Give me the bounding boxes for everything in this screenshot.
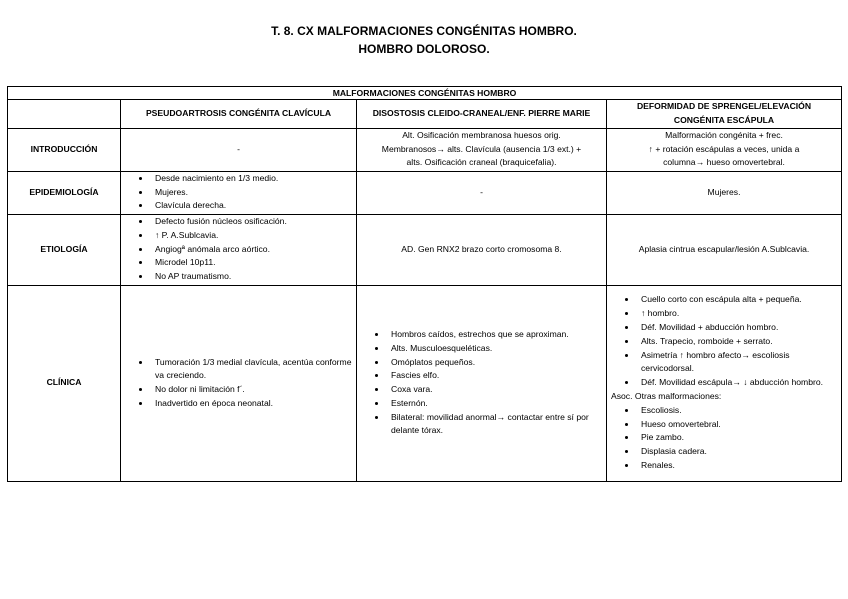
list-item: • No AP traumatismo. <box>151 270 352 284</box>
table-caption: MALFORMACIONES CONGÉNITAS HOMBRO <box>8 87 842 100</box>
list-item: • ↑ hombro. <box>637 307 837 321</box>
cell-intro-sprengel <box>607 128 842 171</box>
list-item: • Hueso omovertebral. <box>637 418 837 432</box>
list-item: • Fascies elfo. <box>387 369 602 383</box>
list-item: • Escoliosis. <box>637 404 837 418</box>
column-header-disostosis: DISOSTOSIS CLEIDO-CRANEAL/ENF. PIERRE MARIE <box>357 100 607 129</box>
list-item: • Pie zambo. <box>637 431 837 445</box>
list-item: • Renales. <box>637 459 837 473</box>
list-item: • Déf. Movilidad escápula→ ↓ abducción hombro. <box>637 376 837 390</box>
text-line: alts. Osificación craneal (braquicefalia). <box>406 157 557 168</box>
list-item: • Tumoración 1/3 medial clavícula, acentúa conforme va creciendo. <box>151 356 352 384</box>
column-header-sprengel: DEFORMIDAD DE SPRENGEL/ELEVACIÓN CONGÉNITA ESCÁPULA <box>607 100 842 129</box>
list-item: • Coxa vara. <box>387 383 602 397</box>
text-line: columna→ hueso omovertebral. <box>663 157 785 168</box>
list-item: • Cuello corto con escápula alta + pequeña. <box>637 293 837 307</box>
text-line: ↑ + rotación escápulas a veces, unida a <box>648 143 800 154</box>
cell-epi-sprengel: Mujeres. <box>607 171 842 214</box>
list-item: • Omóplatos pequeños. <box>387 356 602 370</box>
list-item: • Desde nacimiento en 1/3 medio. <box>151 172 352 186</box>
row-label-introduccion: INTRODUCCIÓN <box>8 128 121 171</box>
list-item: • No dolor ni limitación fˊ. <box>151 383 352 397</box>
list-item: • Bilateral: movilidad anormal→ contactar entre sí por delante tórax. <box>387 411 602 439</box>
bullet-list <box>125 172 352 213</box>
table-row <box>8 128 842 171</box>
list-item: • Déf. Movilidad + abducción hombro. <box>637 321 837 335</box>
row-label-epidemiologia: EPIDEMIOLOGÍA <box>8 171 121 214</box>
malformations-table <box>7 86 842 482</box>
table-row <box>8 214 842 285</box>
bullet-list <box>361 328 602 438</box>
list-item: • Alts. Trapecio, romboide + serrato. <box>637 335 837 349</box>
row-label-clinica: CLÍNICA <box>8 285 121 481</box>
subtitle-asoc-malformaciones: Asoc. Otras malformaciones: <box>611 390 722 401</box>
text-line: Alt. Osificación membranosa huesos orig. <box>402 129 561 140</box>
table-row <box>8 171 842 214</box>
list-item: • Asimetría ↑ hombro afecto→ escoliosis cervicodorsal. <box>637 349 837 377</box>
table-row <box>8 285 842 481</box>
cell-etio-pseudoartrosis <box>121 214 357 285</box>
cell-clinica-sprengel <box>607 285 842 481</box>
cell-clinica-pseudoartrosis <box>121 285 357 481</box>
title-line-1: T. 8. CX MALFORMACIONES CONGÉNITAS HOMBRO. <box>271 24 577 38</box>
list-item: • Microdel 10p11. <box>151 256 352 270</box>
cell-epi-disostosis: - <box>357 171 607 214</box>
column-header-pseudoartrosis: PSEUDOARTROSIS CONGÉNITA CLAVÍCULA <box>121 100 357 129</box>
cell-epi-pseudoartrosis <box>121 171 357 214</box>
cell-etio-disostosis: AD. Gen RNX2 brazo corto cromosoma 8. <box>357 214 607 285</box>
document-title <box>0 22 848 58</box>
list-item: • Hombros caídos, estrechos que se aproximan. <box>387 328 602 342</box>
list-item: • Angiogª anómala arco aórtico. <box>151 243 352 257</box>
text-line: Malformación congénita + frec. <box>665 129 783 140</box>
list-item: • Defecto fusión núcleos osificación. <box>151 215 352 229</box>
title-line-2: HOMBRO DOLOROSO. <box>358 42 490 56</box>
list-item: • Displasia cadera. <box>637 445 837 459</box>
list-item: • Inadvertido en época neonatal. <box>151 397 352 411</box>
list-item: • Mujeres. <box>151 186 352 200</box>
bullet-list <box>611 404 837 473</box>
cell-intro-disostosis <box>357 128 607 171</box>
bullet-list <box>125 356 352 411</box>
list-item: • Alts. Musculoesqueléticas. <box>387 342 602 356</box>
bullet-list <box>611 293 837 390</box>
list-item: • Esternón. <box>387 397 602 411</box>
list-item: • Clavícula derecha. <box>151 199 352 213</box>
list-item: • ↑ P. A.Sublcavia. <box>151 229 352 243</box>
text-line: Membranosos→ alts. Clavícula (ausencia 1/3 ext.) + <box>381 143 582 154</box>
cell-etio-sprengel: Aplasia cintrua escapular/lesión A.Sublcavia. <box>607 214 842 285</box>
cell-clinica-disostosis <box>357 285 607 481</box>
column-header-empty <box>8 100 121 129</box>
cell-intro-pseudoartrosis: - <box>121 128 357 171</box>
bullet-list <box>125 215 352 284</box>
row-label-etiologia: ETIOLOGÍA <box>8 214 121 285</box>
